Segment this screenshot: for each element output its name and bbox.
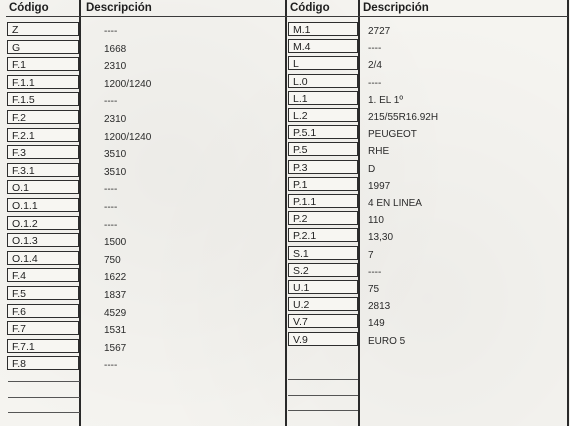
left-description-value: 1200/1240 — [104, 131, 152, 143]
right-code-cell: P.2 — [288, 211, 358, 225]
left-code-cell: O.1.4 — [7, 251, 79, 265]
column-divider-right-edge — [567, 0, 569, 426]
empty-row-line — [8, 412, 80, 413]
right-description-value: ---- — [368, 43, 382, 55]
left-description-value: 4529 — [104, 307, 127, 319]
empty-row-line — [8, 397, 80, 398]
left-code-cell: F.2 — [7, 110, 79, 124]
right-description-value: 2813 — [368, 301, 391, 313]
left-code-cell: O.1 — [7, 180, 79, 194]
left-code-cell: F.2.1 — [7, 128, 79, 142]
right-description-value: PEUGEOT — [368, 129, 417, 141]
empty-row-line — [8, 381, 80, 382]
right-code-cell: L.2 — [288, 108, 358, 122]
empty-row-line — [288, 395, 358, 396]
empty-row-line — [288, 379, 358, 380]
right-description-value: 13,30 — [368, 232, 394, 244]
right-code-cell: P.3 — [288, 160, 358, 174]
right-code-cell: P.2.1 — [288, 228, 358, 242]
left-description-value: 1567 — [104, 342, 127, 354]
left-description-value: ---- — [104, 202, 118, 213]
column-divider-left-code — [79, 0, 81, 426]
left-code-cell: F.3 — [7, 145, 79, 159]
left-description-value: ---- — [104, 26, 118, 37]
right-description-value: 110 — [368, 215, 384, 227]
right-description-value: 1997 — [368, 180, 391, 192]
column-divider-center — [285, 0, 287, 426]
right-description-value: ---- — [368, 77, 382, 89]
column-divider-right-code — [358, 0, 360, 426]
left-code-cell: O.1.1 — [7, 198, 79, 212]
left-description-value: 1668 — [104, 43, 127, 55]
right-code-cell: U.2 — [288, 297, 358, 311]
right-description-value: 75 — [368, 284, 380, 295]
left-code-cell: F.5 — [7, 286, 79, 300]
left-code-cell: O.1.2 — [7, 216, 79, 230]
left-code-cell: F.1.5 — [7, 92, 79, 106]
left-code-cell: F.7 — [7, 321, 79, 335]
right-code-cell: L.1 — [288, 91, 358, 105]
left-description-value: 3510 — [104, 149, 127, 161]
empty-row-line — [288, 410, 358, 411]
right-description-value: 149 — [368, 318, 385, 330]
right-code-cell: M.4 — [288, 39, 358, 53]
left-description-value: 1500 — [104, 237, 127, 249]
left-code-cell: F.6 — [7, 304, 79, 318]
left-description-value: ---- — [104, 184, 118, 196]
right-description-value: RHE — [368, 146, 390, 158]
right-code-cell: P.1.1 — [288, 194, 358, 208]
right-description-value: 4 EN LINEA — [368, 198, 422, 209]
left-description-value: ---- — [104, 96, 118, 108]
left-description-value: 3510 — [104, 166, 127, 178]
left-description-value: ---- — [104, 360, 118, 372]
right-code-cell: U.1 — [288, 280, 358, 294]
left-description-value: ---- — [104, 219, 118, 231]
right-description-value: D — [368, 163, 376, 175]
left-code-cell: F.1.1 — [7, 75, 79, 89]
left-description-value: 1837 — [104, 290, 127, 301]
left-code-cell: F.8 — [7, 356, 79, 370]
left-description-value: 750 — [104, 254, 121, 266]
left-code-header: Código — [9, 2, 49, 14]
left-description-value: 1622 — [104, 272, 127, 284]
right-description-value: 215/55R16.92H — [368, 112, 439, 123]
right-description-value: 2/4 — [368, 60, 382, 72]
right-code-cell: V.7 — [288, 314, 358, 328]
left-description-value: 2310 — [104, 61, 127, 73]
right-code-cell: S.2 — [288, 263, 358, 277]
right-code-header: Código — [290, 2, 330, 14]
left-code-cell: G — [7, 40, 79, 54]
left-code-cell: F.3.1 — [7, 163, 79, 177]
left-code-cell: F.1 — [7, 57, 79, 71]
right-code-cell: V.9 — [288, 332, 358, 346]
right-code-cell: P.5 — [288, 142, 358, 156]
left-code-cell: Z — [7, 22, 79, 36]
right-code-cell: S.1 — [288, 246, 358, 260]
right-description-value: 1. EL 1º — [368, 94, 403, 106]
left-description-value: 1531 — [104, 325, 127, 337]
left-description-value: 1200/1240 — [104, 78, 152, 90]
right-description-value: 2727 — [368, 26, 391, 37]
right-code-cell: P.5.1 — [288, 125, 358, 139]
right-description-value: EURO 5 — [368, 335, 406, 347]
header-underline — [6, 16, 568, 17]
right-code-cell: P.1 — [288, 177, 358, 191]
right-code-cell: M.1 — [288, 22, 358, 36]
right-code-cell: L — [288, 56, 358, 70]
left-description-header: Descripción — [86, 2, 152, 14]
right-description-value: ---- — [368, 266, 382, 278]
right-description-header: Descripción — [363, 2, 429, 14]
left-code-cell: O.1.3 — [7, 233, 79, 247]
right-code-cell: L.0 — [288, 74, 358, 88]
left-code-cell: F.4 — [7, 268, 79, 282]
left-description-value: 2310 — [104, 114, 127, 125]
left-code-cell: F.7.1 — [7, 339, 79, 353]
right-description-value: 7 — [368, 249, 374, 261]
